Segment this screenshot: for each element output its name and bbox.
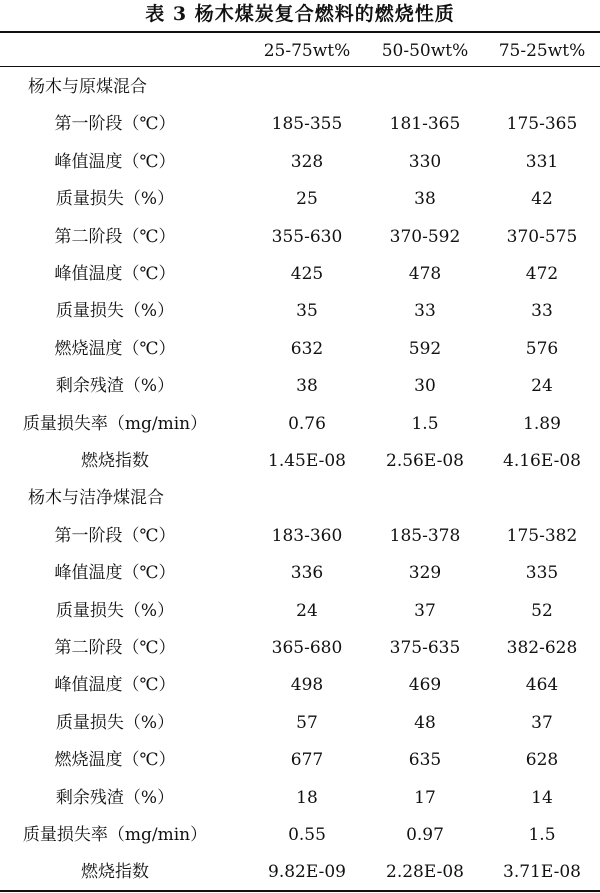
table-cell: 24 xyxy=(296,600,318,621)
table-cell: 1.5 xyxy=(411,413,439,434)
row-label: 第二阶段（℃） xyxy=(54,226,176,247)
table-cell: 472 xyxy=(525,264,559,284)
table-cell: 375-635 xyxy=(389,638,461,658)
column-header-2: 50-50wt% xyxy=(381,41,469,61)
table-cell: 175-382 xyxy=(506,525,578,546)
bottom-rule xyxy=(0,890,600,892)
table-cell: 181-365 xyxy=(389,114,461,135)
table-cell: 37 xyxy=(531,712,553,733)
row-label: 燃烧指数 xyxy=(81,862,149,883)
table-cell: 4.16E-08 xyxy=(503,451,581,471)
table-cell: 18 xyxy=(296,787,318,808)
table-cell: 38 xyxy=(296,376,318,397)
table-cell: 9.82E-09 xyxy=(268,862,346,883)
table-cell: 3.71E-08 xyxy=(503,862,581,883)
table-cell: 25 xyxy=(296,189,318,210)
row-label: 燃烧指数 xyxy=(81,451,149,471)
row-label: 剩余残渣（%） xyxy=(55,376,175,397)
group-title: 杨木与原煤混合 xyxy=(28,77,147,97)
table-cell: 677 xyxy=(290,750,324,771)
table-cell: 329 xyxy=(408,563,442,584)
row-label: 峰值温度（℃） xyxy=(54,264,176,284)
table-cell: 14 xyxy=(531,787,553,808)
table-cell: 632 xyxy=(290,338,324,359)
table-cell: 2.28E-08 xyxy=(386,862,464,883)
table-cell: 498 xyxy=(290,675,324,696)
table-cell: 355-630 xyxy=(271,226,343,247)
table-cell: 0.76 xyxy=(288,413,326,434)
table-cell: 175-365 xyxy=(506,114,578,135)
table-cell: 1.45E-08 xyxy=(268,451,346,471)
table-cell: 469 xyxy=(408,675,442,696)
table-cell: 382-628 xyxy=(506,638,578,658)
table-cell: 183-360 xyxy=(271,525,343,546)
table-cell: 185-378 xyxy=(389,525,461,546)
table-cell: 336 xyxy=(290,563,324,584)
table-cell: 330 xyxy=(408,151,442,172)
table-cell: 33 xyxy=(414,301,436,322)
row-label: 第一阶段（℃） xyxy=(54,114,176,135)
table-cell: 478 xyxy=(408,264,442,284)
table-caption: 表 3 杨木煤炭复合燃料的燃烧性质 xyxy=(145,3,455,25)
table-cell: 38 xyxy=(414,189,436,210)
table-cell: 0.55 xyxy=(288,825,326,845)
table-cell: 42 xyxy=(531,189,553,210)
table-cell: 370-575 xyxy=(506,226,578,247)
row-label: 峰值温度（℃） xyxy=(54,675,176,696)
table-cell: 464 xyxy=(525,675,559,696)
row-label: 质量损失（%） xyxy=(55,712,175,733)
table-cell: 576 xyxy=(525,338,559,359)
table-cell: 425 xyxy=(290,264,324,284)
row-label: 燃烧温度（℃） xyxy=(54,750,176,771)
table-cell: 24 xyxy=(531,376,553,397)
row-label: 质量损失（%） xyxy=(55,600,175,621)
top-rule xyxy=(0,31,600,33)
row-label: 质量损失（%） xyxy=(55,189,175,210)
row-label: 第二阶段（℃） xyxy=(54,638,176,658)
table-cell: 328 xyxy=(290,151,324,172)
table-cell: 48 xyxy=(414,712,436,733)
row-label: 第一阶段（℃） xyxy=(54,525,176,546)
table-cell: 635 xyxy=(408,750,442,771)
table-cell: 1.5 xyxy=(528,825,556,845)
row-label: 质量损失率（mg/min） xyxy=(22,413,208,434)
row-label: 燃烧温度（℃） xyxy=(54,338,176,359)
row-label: 质量损失率（mg/min） xyxy=(22,825,208,845)
table-cell: 0.97 xyxy=(406,825,444,845)
column-header-3: 75-25wt% xyxy=(498,41,586,61)
header-rule xyxy=(0,66,600,67)
group-title: 杨木与洁净煤混合 xyxy=(28,488,164,509)
table-cell: 57 xyxy=(296,712,318,733)
table-cell: 17 xyxy=(414,787,436,808)
table-cell: 33 xyxy=(531,301,553,322)
column-header-1: 25-75wt% xyxy=(263,41,351,61)
table-cell: 52 xyxy=(531,600,553,621)
row-label: 峰值温度（℃） xyxy=(54,151,176,172)
table-cell: 185-355 xyxy=(271,114,343,135)
table-cell: 370-592 xyxy=(389,226,461,247)
table-cell: 331 xyxy=(525,151,559,172)
table-cell: 37 xyxy=(414,600,436,621)
table-cell: 30 xyxy=(414,376,436,397)
table-cell: 365-680 xyxy=(271,638,343,658)
row-label: 质量损失（%） xyxy=(55,301,175,322)
table-cell: 592 xyxy=(408,338,442,359)
table-cell: 335 xyxy=(525,563,559,584)
table-cell: 628 xyxy=(525,750,559,771)
table-cell: 1.89 xyxy=(523,413,561,434)
row-label: 剩余残渣（%） xyxy=(55,787,175,808)
table-cell: 2.56E-08 xyxy=(386,451,464,471)
table-cell: 35 xyxy=(296,301,318,322)
row-label: 峰值温度（℃） xyxy=(54,563,176,584)
